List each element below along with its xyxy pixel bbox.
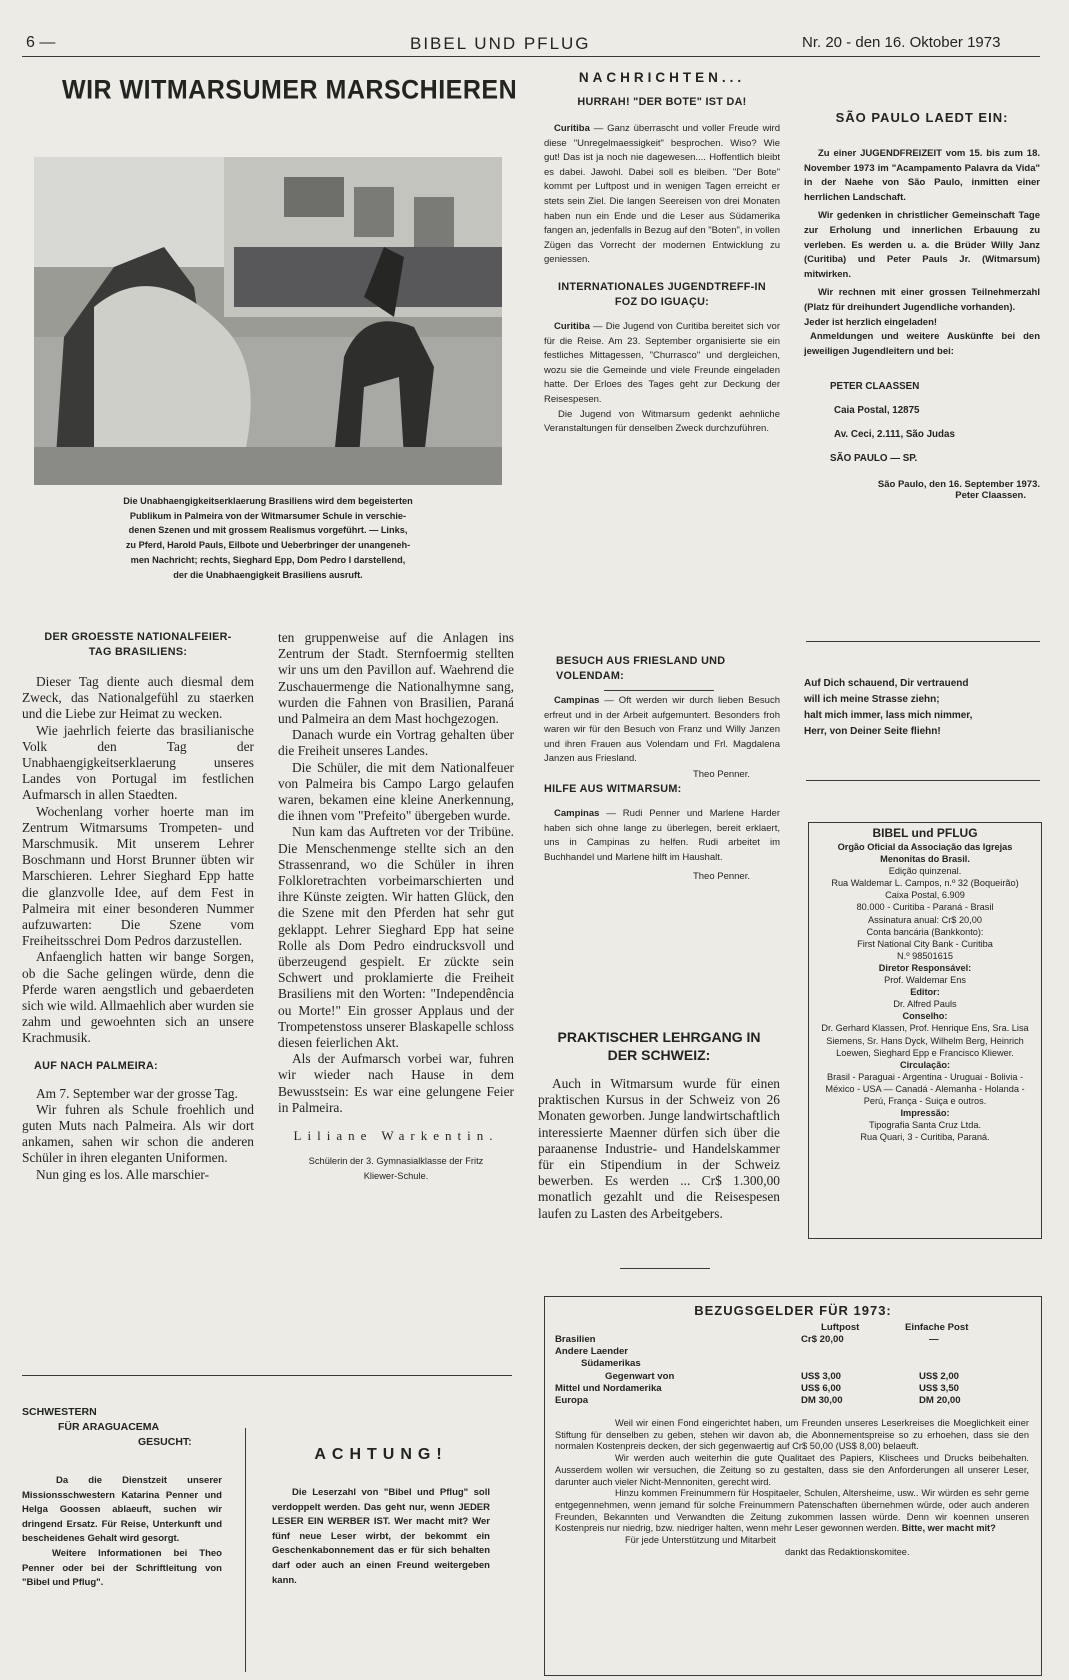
- schwestern-text: Da die Dienstzeit unserer Missionsschwestern Katarina Penner und Helga Goossen ablaeuft, suchen wir dringend Ersatz. Für Reise, Unterkunft und bescheidenes Gehalt wird gesorgt.: [22, 1475, 222, 1545]
- address-line: Caia Postal, 12875: [834, 405, 920, 417]
- price-table: [545, 1322, 1041, 1418]
- article-paragraph: Anfaenglich hatten wir bange Sorgen, ob die Sache gelingen würde, denn die Pferde waren aengstlich und gebaerdeten sich wie wild. Allmaehlich aber wurden sie zahm und gewoehnten sich an unsere Krachmusik.: [22, 949, 254, 1046]
- price-einfach: US$ 2,00: [919, 1371, 960, 1382]
- news-text: [544, 320, 780, 408]
- bezugsgelder-thanks: dankt das Redaktionskomitee.: [785, 1546, 910, 1557]
- contact-address: [804, 375, 1040, 471]
- article-paragraph: ten gruppenweise auf die Anlagen ins Zentrum der Stadt. Sternfoermig stellten wir uns um den Pavillon auf. Waehrend die Zuschauermenge die Nationalhymne sang, wurden die Fahnen von Brasilien, Paraná und Palmeira an dem Mast hochgezogen.: [278, 630, 514, 727]
- article-paragraph: Als der Aufmarsch vorbei war, fuhren wir wieder nach Hause in dem Bewusstsein: Es war eine gelungene Feier in Palmeira.: [278, 1051, 514, 1115]
- impressum-line: Diretor Responsável:: [878, 962, 972, 973]
- impressum-line: Brasil - Paraguai - Argentina - Uruguai - Bolivia - México - USA — Canadá - Alemanha - Holanda - Perú, França - Suiça e outros.: [825, 1071, 1025, 1106]
- caption-line: Publikum in Palmeira von der Witmarsumer Schule in verschie-: [129, 510, 407, 521]
- impressum-line: Dr. Gerhard Klassen, Prof. Henrique Ens, Sra. Lisa Siemens, Sr. Hans Dyck, Wilhelm Berg, Heinrich Loewen, Sieghard Epp e Francisco Kliewer.: [821, 1023, 1029, 1058]
- article-paragraph: Wie jaehrlich feierte das brasilianische Volk den Tag der Unabhaengigkeitserklaerung unseres Landes von Portugal im festlichen Aufmarsch in allen Staedten.: [22, 722, 254, 803]
- header-rule: [22, 56, 1040, 57]
- caption-line: der die Unabhaengigkeit Brasiliens ausruft.: [173, 569, 363, 580]
- column-divider: [245, 1428, 246, 1672]
- impressum-line: Impressão:: [900, 1108, 950, 1119]
- news-signature: Theo Penner.: [692, 871, 750, 883]
- col-einfach: Einfache Post: [905, 1322, 969, 1333]
- price-row-label: Gegenwart von: [605, 1371, 675, 1382]
- impressum-line: Edição quinzenal.: [888, 866, 962, 877]
- poem-line: halt mich immer, lass mich nimmer,: [804, 710, 973, 721]
- sao-paulo-text: Anmeldungen und weitere Auskünfte bei den jeweiligen Jugendleitern und bei:: [804, 331, 1040, 357]
- sao-paulo-column: [804, 110, 1040, 501]
- impressum-line: Editor:: [910, 987, 940, 998]
- bezugsgelder-paragraph: Für jede Unterstützung und Mitarbeit: [625, 1535, 776, 1546]
- impressum-title: BIBEL und PFLUG: [872, 826, 978, 840]
- parade-photo: [34, 157, 502, 485]
- news-text: Die Jugend von Witmarsum gedenkt aehnliche Veranstaltungen für denselben Zweck durchzuführen.: [544, 408, 780, 435]
- lehrgang-text: Auch in Witmarsum wurde für einen praktischen Kursus in der Schweiz von 26 Monaten geworben. Junge landwirtschaftlich interessierte Maenner dürfen sich über die paraanense Industrie- und Handelskammer für ein Stipendium in der Schweiz bewerben. Es werden ... Cr$ 1.300,00 monatlich gezahlt und die Reisespesen laufen zu Lasten des Arbeitgebers.: [538, 1076, 780, 1221]
- news-body: — Rudi Penner und Marlene Harder haben sich ohne lange zu überlegen, bereit erklaert, uns in Campinas zu helfen. Rudi arbeitet im Buchhandel und Marlene hilft im Haushalt.: [544, 807, 780, 863]
- news-signature: Theo Penner.: [692, 768, 750, 780]
- impressum-line: 80.000 - Curitiba - Paraná - Brasil: [856, 902, 994, 913]
- address-line: PETER CLAASSEN: [830, 381, 920, 393]
- sao-paulo-signature: Peter Claassen.: [955, 490, 1026, 502]
- price-row-label: Andere Laender: [555, 1346, 629, 1357]
- poem-line: will ich meine Strasse ziehn;: [804, 694, 940, 705]
- subhead-national-holiday: DER GROESSTE NATIONALFEIER-TAG BRASILIENS:: [44, 631, 232, 658]
- impressum-line: Rua Waldemar L. Campos, n.º 32 (Boqueirão): [831, 878, 1019, 889]
- news-body: — Ganz überrascht und voller Freude wird diese "Unregelmaessigkeit" besprochen. Wiso? Wie gut! Das ist ja noch nie dagewesen.... Hoffentlich bleibt es dabei. Jawohl. Dabei soll es bleiben. "Der Bote" kommt per Luftpost und in wenigen Tagen erreicht er stets sein Ziel. Die langen Seereisen von drei Monaten haben nun ein Ende und die Leser aus Südamerika fangen an, jedenfalls in Bezug auf den "Boten", in vollen Zügen das Vorrecht der modernen Entwicklung zu geniessen.: [544, 123, 780, 266]
- news-text: [544, 122, 780, 268]
- schwestern-text: Weitere Informationen bei Theo Penner oder bei der Schriftleitung von "Bibel und Pflug".: [22, 1547, 222, 1589]
- impressum-line: Orgão Oficial da Associação das Igrejas Menonitas do Brasil.: [837, 842, 1013, 865]
- schwestern-title: GESUCHT:: [138, 1436, 192, 1448]
- photo-caption: [58, 494, 478, 582]
- impressum-line: Dr. Alfred Pauls: [893, 999, 957, 1010]
- impressum-line: Conta bancária (Bankkonto):: [866, 926, 984, 937]
- bezugsgelder-title: BEZUGSGELDER FÜR 1973:: [694, 1303, 892, 1318]
- news-column-lower: [544, 654, 780, 882]
- bezugsgelder-text: [545, 1418, 1041, 1558]
- article-paragraph: Die Schüler, die mit dem Nationalfeuer von Palmeira bis Campo Largo gelaufen waren, bekamen eine kleine Anerkennung, die ihnen vom "Prefeito" übergeben wurde.: [278, 759, 514, 824]
- caption-line: denen Szenen und mit grossem Realismus vorgeführt. — Links,: [128, 525, 408, 536]
- article-paragraph: Am 7. September war der grosse Tag.: [36, 1085, 238, 1101]
- poem-line: Herr, von Deiner Seite fliehn!: [804, 726, 941, 737]
- price-luftpost: DM 30,00: [801, 1395, 843, 1406]
- impressum-line: Caixa Postal, 6.909: [885, 890, 965, 901]
- sao-paulo-text: Wir rechnen mit einer grossen Teilnehmerzahl (Platz für dreihundert Jugendliche vorhanden).: [804, 287, 1040, 313]
- poem-rule: [806, 780, 1040, 781]
- news-headline: BESUCH AUS FRIESLAND UND VOLENDAM:: [556, 655, 726, 682]
- price-row-label: Brasilien: [555, 1334, 596, 1345]
- impressum-line: Assinatura anual: Cr$ 20,00: [868, 914, 982, 925]
- news-body: — Die Jugend von Curitiba bereitet sich vor für die Reise. Am 23. September organisierte sie ein festliches Mittagessen, "Churrasco" und dergleichen, wozu sie die Gemeinde und viele Freunde eingeladen hatte. Der Erloes des Tages geht zur Deckung der Reisespesen.: [544, 320, 780, 405]
- price-row-label: Südamerikas: [581, 1358, 641, 1369]
- news-body: — Oft werden wir durch lieben Besuch erfreut und in der Arbeit aufgemuntert. Besonders froh waren wir für den Besuch von Franz und Willy Janzen und ihren Frauen aus Volendam und Frl. Magdalena Janzen aus Friesland.: [544, 695, 780, 765]
- price-einfach: US$ 3,50: [919, 1383, 960, 1394]
- achtung-title: ACHTUNG!: [314, 1446, 448, 1463]
- schwestern-title: SCHWESTERN: [22, 1406, 97, 1418]
- bezugsgelder-paragraph: Wir werden auch weiterhin die gute Qualitaet des Papiers, Klischees und Drucks beibehalten. Ausserdem wollen wir versuchen, die Zeitung so zu gestalten, dass sie den Anforderungen all unserer Leser, darunter auch vieler Nicht-Mennoniten, gerecht wird.: [555, 1453, 1029, 1487]
- article-column-2: [278, 630, 514, 1184]
- impressum-line: Tipografia Santa Cruz Ltda.: [868, 1120, 981, 1131]
- price-row-label: Europa: [555, 1395, 589, 1406]
- sao-paulo-date: São Paulo, den 16. September 1973.: [877, 479, 1040, 491]
- news-text: [544, 807, 780, 865]
- sao-paulo-text: Jeder ist herzlich eingeladen!: [804, 316, 938, 328]
- news-headline: HURRAH! "DER BOTE" IST DA!: [577, 96, 747, 108]
- caption-line: Die Unabhaengigkeitserklaerung Brasiliens wird dem begeisterten: [123, 496, 413, 506]
- impressum-line: Conselho:: [902, 1011, 948, 1022]
- sao-paulo-title: SÃO PAULO LAEDT EIN:: [835, 110, 1009, 125]
- author-note: Schülerin der 3. Gymnasialklasse der Fritz Kliewer-Schule.: [308, 1156, 484, 1182]
- bezugsgelder-callout: Bitte, wer macht mit?: [901, 1523, 996, 1534]
- bezugsgelder-body: Hinzu kommen Freinummern für Hospitaeler, Schulen, Altersheime, usw.. Wir würden es sehr gerne entgegennehmen, wenn jemand für solche Freinummern Patenschaften übernehmen würde, oder auch anderen Freunden, Bekannten und Verwandten die Zeitung zukommen lassen würde. Denn wir koennen unseren Kostenpreis nur niedrig, bzw. niedriger halten, wenn mehr Leser gewonnen werden.: [555, 1488, 1029, 1534]
- price-row-label: Mittel und Nordamerika: [555, 1383, 662, 1394]
- article-paragraph: Dieser Tag diente auch diesmal dem Zweck, das Nationalgefühl zu staerken und die Liebe zur Heimat zu wecken.: [22, 674, 254, 722]
- lehrgang-title: PRAKTISCHER LEHRGANG IN DER SCHWEIZ:: [557, 1029, 761, 1063]
- bezugsgelder-paragraph: [555, 1488, 1029, 1535]
- caption-line: men Nachricht; rechts, Sieghard Epp, Dom Pedro I darstellend,: [130, 554, 406, 565]
- bottom-rule: [22, 1375, 512, 1376]
- impressum-line: Circulação:: [899, 1059, 951, 1070]
- impressum-box: [808, 822, 1042, 1239]
- poem: [804, 676, 1040, 740]
- article-title: WIR WITMARSUMER MARSCHIEREN: [62, 74, 518, 106]
- impressum: [809, 823, 1041, 1146]
- price-luftpost: US$ 6,00: [801, 1383, 842, 1394]
- price-einfach: DM 20,00: [919, 1395, 961, 1406]
- article-paragraph: Nun ging es los. Alle marschier-: [36, 1166, 210, 1182]
- lehrgang-article: [538, 1028, 780, 1222]
- article-paragraph: Danach wurde ein Vortrag gehalten über die Freiheit unseres Landes.: [278, 727, 514, 759]
- schwestern-title: FÜR ARAGUACEMA: [58, 1421, 160, 1433]
- news-place: Curitiba: [554, 123, 590, 134]
- sao-paulo-text: Wir gedenken in christlicher Gemeinschaft Tage zur Erholung und innerlichen Erbauung zu verleben. Es werden u. a. die Brüder Willy Janz (Curitiba) und Peter Pauls Jr. (Witmarsum) mitwirken.: [804, 210, 1040, 280]
- address-line: Av. Ceci, 2.111, São Judas: [834, 429, 955, 441]
- article-paragraph: Wochenlang vorher hoerte man im Zentrum Witmarsums Trompeten- und Marschmusik. Mit unserem Lehrer Boschmann und Horst Brunner übten wir Marschieren. Lehrer Sieghard Epp hatte die glanzvolle Idee, auf dem Fest in Palmeira mit einer besonderen Nummer aufzuwarten: Die Szene vom Freiheitsschrei Dom Pedros darzustellen.: [22, 803, 254, 949]
- news-place: Curitiba: [554, 320, 590, 332]
- impressum-line: First National City Bank - Curitiba: [857, 938, 993, 949]
- bezugsgelder-box: [544, 1296, 1042, 1676]
- masthead: BIBEL UND PFLUG: [410, 34, 591, 53]
- lehrgang-rule: [620, 1268, 710, 1269]
- impressum-line: Prof. Waldemar Ens: [884, 975, 966, 986]
- achtung-text: Die Leserzahl von "Bibel und Pflug" soll verdoppelt werden. Das geht nur, wenn JEDER LESER EIN WERBER IST. Wer macht mit? Wer fünf neue Leser wirbt, der bekommt ein Geschenkabonnement das er für sich behalten darf oder auch an einen Freund weitergeben kann.: [272, 1487, 490, 1586]
- impressum-line: Rua Quari, 3 - Curitiba, Paraná.: [860, 1132, 990, 1143]
- article-paragraph: Nun kam das Auftreten vor der Tribüne. Die Menschenmenge stellte sich an den Strassenrand, wo die Schüler in ihren Folkloretrachten vorbeimarschierten und ihre Künste zeigten. Wir hatten Glück, den die Szene mit den Pferden hat sehr gut geklappt. Lehrer Sieghard Epp hat seine Rolle als Dom Pedro eindrucksvoll und überzeugend gespielt. Er zückte sein Schwert und proklamierte die Freiheit Brasiliens mit den Worten: "Independência ou Morte!" Ein grosser Applaus und der Trompetenstoss unserer Blaskapelle schloss diesen feierlichen Akt.: [278, 824, 514, 1051]
- impressum-line: N.º 98501615: [897, 950, 953, 961]
- sao-paulo-text: Zu einer JUGENDFREIZEIT vom 15. bis zum 18. November 1973 im "Acampamento Palavra da Vida" in der Naehe von São Paulo, inmitten einer herrlichen Landschaft.: [804, 148, 1040, 203]
- page-number: 6 —: [26, 34, 56, 51]
- sao-paulo-rule: [806, 641, 1040, 642]
- schwestern-notice: [22, 1406, 222, 1591]
- poem-line: Auf Dich schauend, Dir vertrauend: [804, 678, 969, 689]
- price-luftpost: Cr$ 20,00: [801, 1334, 844, 1345]
- achtung-notice: [272, 1446, 490, 1588]
- col-luftpost: Luftpost: [821, 1322, 860, 1333]
- article-author: Liliane Warkentin.: [293, 1128, 499, 1144]
- news-headline: HILFE AUS WITMARSUM:: [544, 782, 682, 795]
- news-column: [544, 70, 780, 437]
- issue-date: Nr. 20 - den 16. Oktober 1973: [802, 34, 1001, 51]
- price-luftpost: US$ 3,00: [801, 1371, 842, 1382]
- news-title: NACHRICHTEN...: [578, 70, 746, 85]
- article-column-1: [22, 630, 254, 1183]
- caption-line: zu Pferd, Harold Pauls, Eilbote und Ueberbringer der unangeneh-: [125, 540, 411, 551]
- news-text: [544, 694, 780, 767]
- photo-image: [34, 157, 502, 485]
- article-paragraph: Wir fuhren als Schule froehlich und guten Muts nach Palmeira. Als wir dort ankamen, sahen wir schon die anderen Schüler in ihren eleganten Uniformen.: [22, 1101, 254, 1166]
- bezugsgelder-paragraph: Weil wir einen Fond eingerichtet haben, um Freunden unseres Leserkreises die Moeglichkeit einer Stiftung für denselben zu geben, stehen wir davon ab, die Abonnementspreise so zu erhoehen, dass sie den normalen Kostenpreis decken, der sich gegenwaertig auf Cr$ 50,00 (US$ 8,00) belaeuft.: [555, 1418, 1029, 1452]
- news-place: Campinas: [554, 807, 600, 819]
- news-headline: INTERNATIONALES JUGENDTREFF-IN FOZ DO IGUAÇU:: [558, 280, 766, 308]
- address-line: SÃO PAULO — SP.: [830, 453, 918, 465]
- price-einfach: —: [929, 1334, 939, 1345]
- news-place: Campinas: [554, 695, 600, 706]
- subhead-palmeira: AUF NACH PALMEIRA:: [34, 1059, 158, 1072]
